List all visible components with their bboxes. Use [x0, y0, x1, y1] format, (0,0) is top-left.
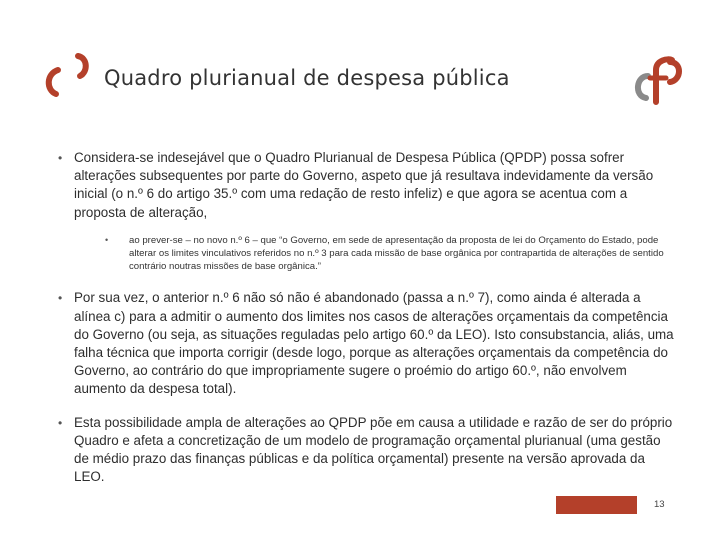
footer-accent-bar [556, 496, 637, 514]
page-number: 13 [654, 499, 665, 510]
sub-bullet-item [105, 234, 676, 274]
bullet-dot-icon: • [58, 415, 63, 430]
bullet-dot-icon: • [58, 151, 63, 165]
page-title: Quadro plurianual de despesa pública [104, 66, 510, 90]
bullet-dot-icon: • [105, 234, 109, 245]
bullet-dot-icon: • [58, 291, 63, 306]
sub-bullet-text: ao prever-se – no novo n.º 6 – que “o Governo, em sede de apresentação da proposta de lei do Orçamento do Estado, pode alterar os limites vinculativos referidos no n.º 3 para cada missão de base orgânica por contrapartida de alterações de sentido contrário noutras missões de base orgânica.” [129, 234, 664, 273]
cfp-logo-icon [628, 52, 688, 106]
bullet-text: Por sua vez, o anterior n.º 6 não só não é abandonado (passa a n.º 7), como ainda é alterada a alínea c) para a admitir o aumento dos limites nos casos de alterações orçamentais da competência do Governo (ou seja, as situações reguladas pelo artigo 60.º da LEO). Isto consubstancia, aliás, uma falha técnica que importa corrigir (desde logo, porque as alterações orçamentais da competência do Governo, ao contrário do que impropriamente sugere o proémio do artigo 60.º, não envolvem aumento da despesa total). [74, 290, 674, 397]
left-bracket-mark-icon [40, 50, 100, 100]
bullet-text: Esta possibilidade ampla de alterações ao QPDP põe em causa a utilidade e razão de ser do próprio Quadro e afeta a concretização de um modelo de programação orçamental plurianual (uma gestão de médio prazo das finanças públicas e da política orçamental) presente na versão aprovada da LEO. [74, 414, 673, 485]
bullet-item [56, 149, 676, 273]
bullet-item [56, 414, 676, 487]
bullet-text: Considera-se indesejável que o Quadro Plurianual de Despesa Pública (QPDP) possa sofrer alterações subsequentes por parte do Governo, aspeto que já resultava indevidamente da versão inicial (o n.º 6 do artigo 35.º com uma redação de resto infeliz) e que agora se acentua com a proposta de alteração, [74, 150, 654, 220]
slide-content [56, 149, 676, 486]
bullet-item [56, 289, 676, 398]
